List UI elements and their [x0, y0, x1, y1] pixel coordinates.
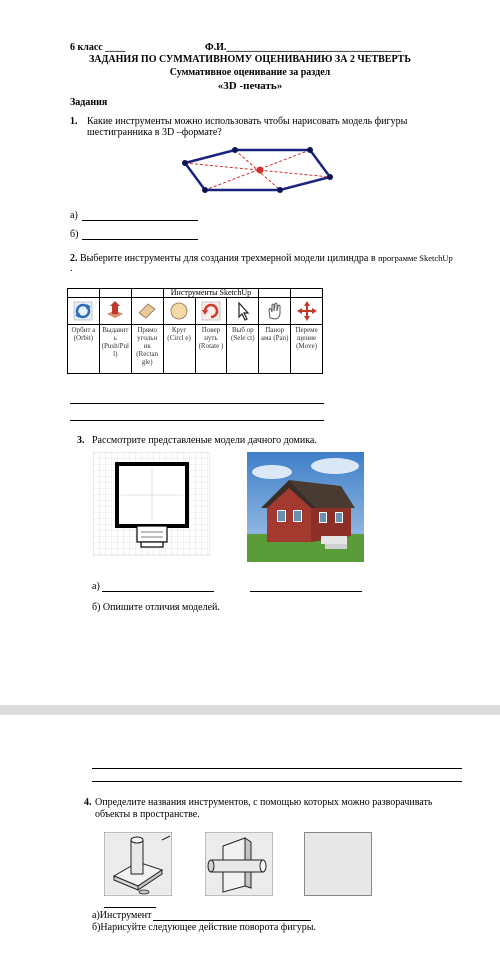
rotation-figure-1: [104, 832, 172, 896]
orbit-icon: [72, 300, 94, 322]
q2-answer-line-1[interactable]: [70, 403, 324, 404]
rectangle-tool-label: Прямо угольн ик (Rectan gle): [131, 325, 163, 374]
q3-answer-line-4[interactable]: [92, 781, 462, 782]
rotate-icon: [200, 300, 222, 322]
q1-number: 1.: [70, 116, 78, 127]
q2-text-main: Выберите инструменты для создания трехмерной модели цилиндра в: [80, 253, 376, 264]
orbit-tool-label: Орбит а (Orbit): [68, 325, 100, 374]
subtitle: Суммативное оценивание за раздел: [169, 67, 331, 78]
q3-answer-b-label: б) Опишите отличия моделей.: [92, 602, 220, 613]
q2-dot: .: [70, 263, 73, 274]
move-tool-cell[interactable]: [291, 298, 323, 325]
name-field: Ф.И.___________________________________: [205, 42, 402, 53]
section-title: «3D -печать»: [217, 80, 283, 92]
q1-answer-b-label: б): [70, 229, 79, 240]
tools-table-header: Инструменты SketchUp: [163, 289, 259, 298]
grade-field: 6 класс ____: [70, 42, 126, 53]
pan-tool-label: Панор ама (Pan): [259, 325, 291, 374]
q1-text-line2: шестигранника в 3D –формате?: [87, 127, 222, 138]
rectangle-icon: [136, 300, 158, 322]
select-icon: [232, 300, 254, 322]
page-title: ЗАДАНИЯ ПО СУММАТИВНОМУ ОЦЕНИВАНИЮ ЗА 2 ЧЕТВЕРТЬ: [89, 54, 411, 65]
q4-short-line[interactable]: [104, 907, 156, 908]
q4-text-line2: объекты в пространстве.: [95, 809, 200, 820]
q2-number: 2.: [70, 253, 78, 264]
q4-text-line1: Определите названия инструментов, с помощью которых можно разворачивать: [95, 797, 433, 808]
move-tool-label: Переме щение (Move): [291, 325, 323, 374]
q2-text: [80, 253, 453, 264]
sketchup-tools-table: [67, 288, 323, 374]
push-pull-icon: [104, 300, 126, 322]
q2-text-program: программе SketchUp: [378, 253, 453, 263]
circle-icon: [168, 300, 190, 322]
rotation-figure-3-empty[interactable]: [304, 832, 372, 896]
circle-tool-label: Круг (Circl e): [163, 325, 195, 374]
rotation-figure-2: [205, 832, 273, 896]
q4-answer-b-label: б)Нарисуйте следующее действие поворота фигуры.: [92, 922, 316, 933]
pan-tool-cell[interactable]: [259, 298, 291, 325]
circle-tool-cell[interactable]: [163, 298, 195, 325]
q3-answer-a-label: а): [92, 581, 100, 592]
q1-answer-b-line[interactable]: [82, 239, 198, 240]
select-tool-label: Выб ор (Sele ct): [227, 325, 259, 374]
worksheet-page-2: [0, 715, 500, 959]
q4-answer-a-label: а)Инструмент: [92, 910, 152, 921]
orbit-tool-cell[interactable]: [68, 298, 100, 325]
tasks-heading: Задания: [70, 97, 108, 108]
hexagon-figure: [180, 145, 335, 195]
q1-answer-a-label: а): [70, 210, 78, 221]
select-tool-cell[interactable]: [227, 298, 259, 325]
q3-number: 3.: [77, 435, 85, 446]
rotate-tool-cell[interactable]: [195, 298, 227, 325]
q3-answer-a-line-1[interactable]: [102, 591, 214, 592]
rectangle-tool-cell[interactable]: [131, 298, 163, 325]
q2-answer-line-2[interactable]: [70, 420, 324, 421]
q1-text-line1: Какие инструменты можно использовать чтобы нарисовать модель фигуры: [87, 116, 408, 127]
move-icon: [296, 300, 318, 322]
q3-answer-a-line-2[interactable]: [250, 591, 362, 592]
q1-answer-a-line[interactable]: [82, 220, 198, 221]
push-pull-tool-label: Выдавит ь (Push/Pul l): [99, 325, 131, 374]
pan-icon: [264, 300, 286, 322]
house-3d-render: [247, 452, 364, 562]
house-floor-plan: [93, 452, 210, 556]
q3-answer-line-3[interactable]: [92, 768, 462, 769]
q3-text: Рассмотрите представленые модели дачного домика.: [92, 435, 317, 446]
push-pull-tool-cell[interactable]: [99, 298, 131, 325]
rotate-tool-label: Повер нуть (Rotate ): [195, 325, 227, 374]
q4-answer-a-line[interactable]: [153, 920, 311, 921]
q4-number: 4.: [84, 797, 92, 808]
